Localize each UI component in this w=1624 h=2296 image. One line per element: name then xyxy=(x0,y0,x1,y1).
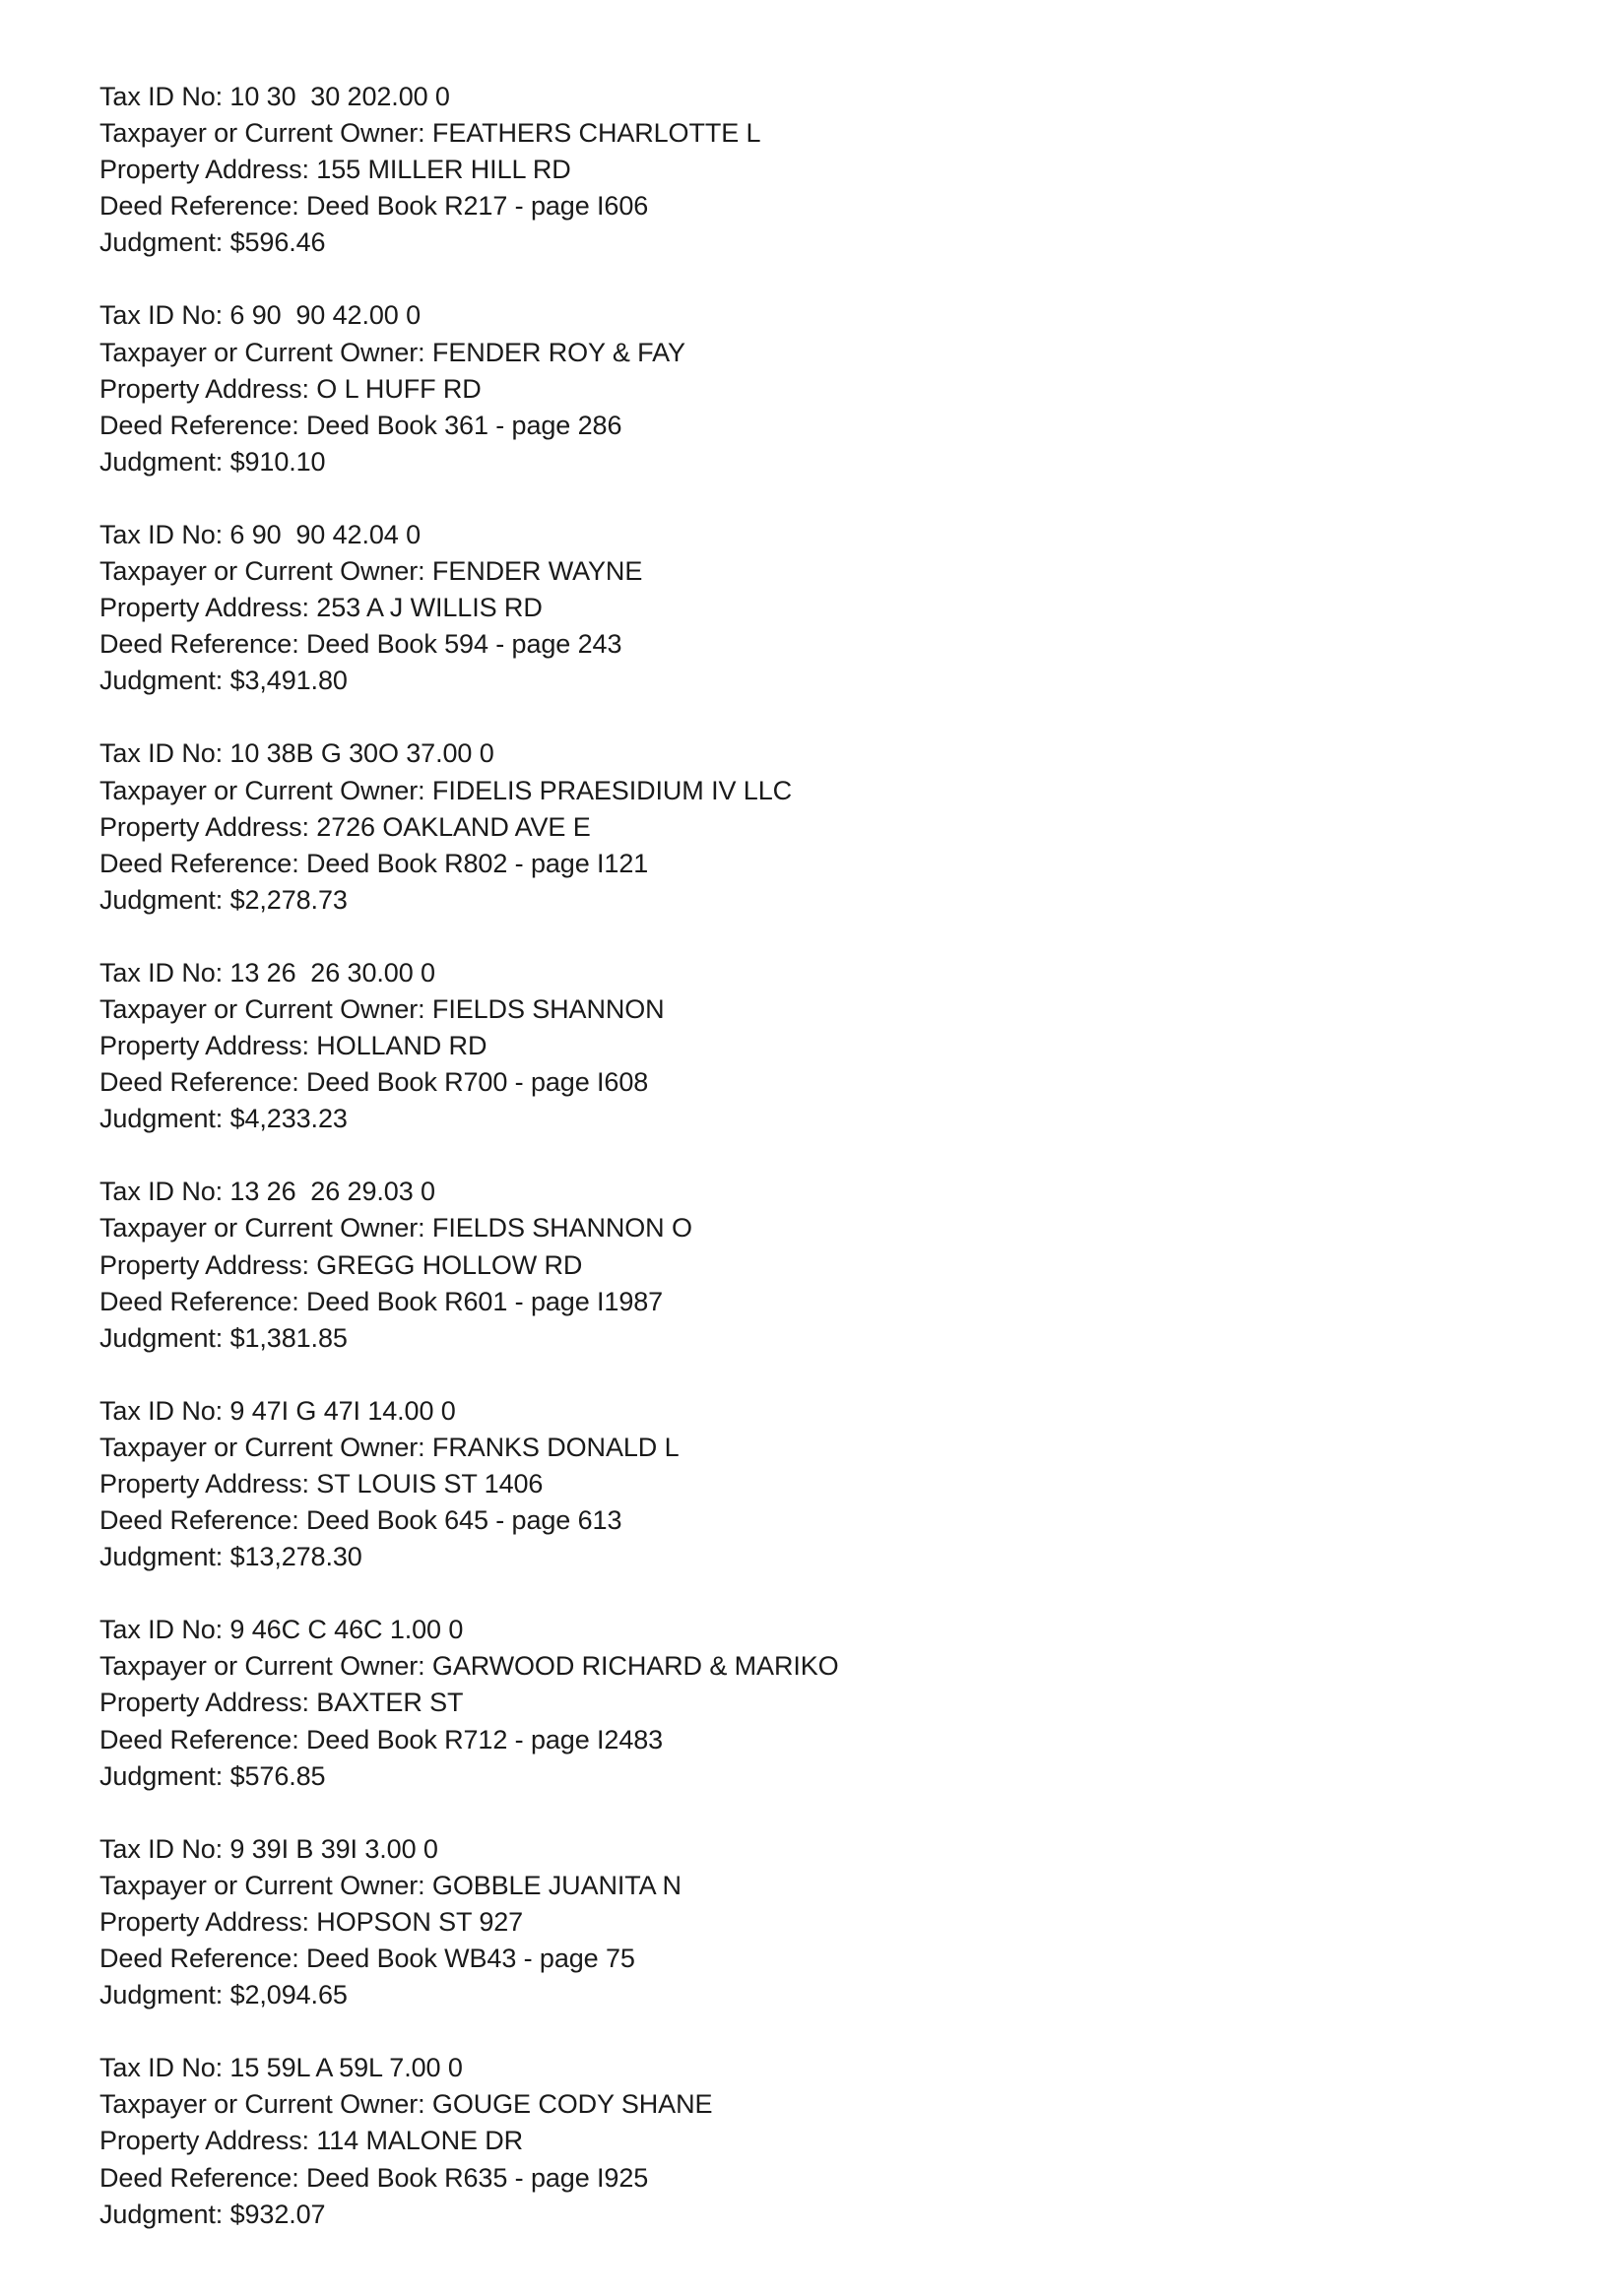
address-line: Property Address: 253 A J WILLIS RD xyxy=(99,593,543,623)
deed-line: Deed Reference: Deed Book R700 - page I608 xyxy=(99,1067,649,1098)
property-record xyxy=(99,955,1518,1137)
owner-line: Taxpayer or Current Owner: FENDER WAYNE xyxy=(99,556,643,587)
tax-id-line: Tax ID No: 15 59L A 59L 7.00 0 xyxy=(99,2053,463,2083)
owner-line: Taxpayer or Current Owner: FIELDS SHANNON O xyxy=(99,1213,692,1244)
tax-id-line: Tax ID No: 6 90 90 42.04 0 xyxy=(99,519,422,549)
owner-line: Taxpayer or Current Owner: FIDELIS PRAESIDIUM IV LLC xyxy=(99,775,793,805)
tax-id-line: Tax ID No: 9 39I B 39I 3.00 0 xyxy=(99,1833,438,1864)
address-line: Property Address: 155 MILLER HILL RD xyxy=(99,155,571,185)
address-line: Property Address: 114 MALONE DR xyxy=(99,2126,524,2156)
deed-line: Deed Reference: Deed Book WB43 - page 75 xyxy=(99,1944,635,1974)
deed-line: Deed Reference: Deed Book R802 - page I121 xyxy=(99,848,649,878)
property-record xyxy=(99,1831,1518,2013)
document-page xyxy=(99,79,1518,2269)
tax-id-line: Tax ID No: 10 38B G 30O 37.00 0 xyxy=(99,738,494,769)
address-line: Property Address: HOPSON ST 927 xyxy=(99,1906,524,1937)
deed-line: Deed Reference: Deed Book 645 - page 613 xyxy=(99,1505,622,1536)
judgment-line: Judgment: $576.85 xyxy=(99,1760,326,1791)
property-record xyxy=(99,517,1518,699)
owner-line: Taxpayer or Current Owner: FIELDS SHANNON xyxy=(99,993,665,1024)
judgment-line: Judgment: $3,491.80 xyxy=(99,666,348,696)
deed-line: Deed Reference: Deed Book R601 - page I1987 xyxy=(99,1286,664,1316)
address-line: Property Address: BAXTER ST xyxy=(99,1688,464,1718)
property-record xyxy=(99,1174,1518,1356)
property-record xyxy=(99,79,1518,261)
judgment-line: Judgment: $596.46 xyxy=(99,227,326,258)
tax-id-line: Tax ID No: 6 90 90 42.00 0 xyxy=(99,300,422,331)
owner-line: Taxpayer or Current Owner: FEATHERS CHARLOTTE L xyxy=(99,118,761,149)
address-line: Property Address: GREGG HOLLOW RD xyxy=(99,1249,583,1280)
tax-id-line: Tax ID No: 13 26 26 29.03 0 xyxy=(99,1177,435,1207)
owner-line: Taxpayer or Current Owner: GARWOOD RICHARD & MARIKO xyxy=(99,1651,839,1682)
judgment-line: Judgment: $910.10 xyxy=(99,446,326,477)
deed-line: Deed Reference: Deed Book R635 - page I925 xyxy=(99,2162,649,2193)
property-record xyxy=(99,1612,1518,1794)
address-line: Property Address: 2726 OAKLAND AVE E xyxy=(99,811,591,842)
tax-id-line: Tax ID No: 9 47I G 47I 14.00 0 xyxy=(99,1395,456,1426)
tax-id-line: Tax ID No: 10 30 30 202.00 0 xyxy=(99,82,450,111)
judgment-line: Judgment: $932.07 xyxy=(99,2199,326,2229)
property-record xyxy=(99,2050,1518,2232)
address-line: Property Address: HOLLAND RD xyxy=(99,1031,487,1061)
judgment-line: Judgment: $1,381.85 xyxy=(99,1322,348,1353)
address-line: Property Address: ST LOUIS ST 1406 xyxy=(99,1469,544,1499)
deed-line: Deed Reference: Deed Book R217 - page I606 xyxy=(99,191,649,222)
owner-line: Taxpayer or Current Owner: GOBBLE JUANITA N xyxy=(99,1870,682,1900)
property-record xyxy=(99,735,1518,918)
judgment-line: Judgment: $4,233.23 xyxy=(99,1104,348,1134)
tax-id-line: Tax ID No: 13 26 26 30.00 0 xyxy=(99,957,435,988)
property-record xyxy=(99,297,1518,479)
owner-line: Taxpayer or Current Owner: FRANKS DONALD L xyxy=(99,1432,680,1462)
deed-line: Deed Reference: Deed Book 361 - page 286 xyxy=(99,410,622,440)
deed-line: Deed Reference: Deed Book 594 - page 243 xyxy=(99,629,622,660)
judgment-line: Judgment: $13,278.30 xyxy=(99,1542,362,1572)
judgment-line: Judgment: $2,094.65 xyxy=(99,1980,348,2010)
address-line: Property Address: O L HUFF RD xyxy=(99,373,482,404)
owner-line: Taxpayer or Current Owner: GOUGE CODY SHANE xyxy=(99,2089,713,2120)
deed-line: Deed Reference: Deed Book R712 - page I2483 xyxy=(99,1724,664,1754)
tax-id-line: Tax ID No: 9 46C C 46C 1.00 0 xyxy=(99,1615,464,1645)
judgment-line: Judgment: $2,278.73 xyxy=(99,884,348,915)
owner-line: Taxpayer or Current Owner: FENDER ROY & FAY xyxy=(99,337,685,367)
property-record xyxy=(99,1393,1518,1575)
